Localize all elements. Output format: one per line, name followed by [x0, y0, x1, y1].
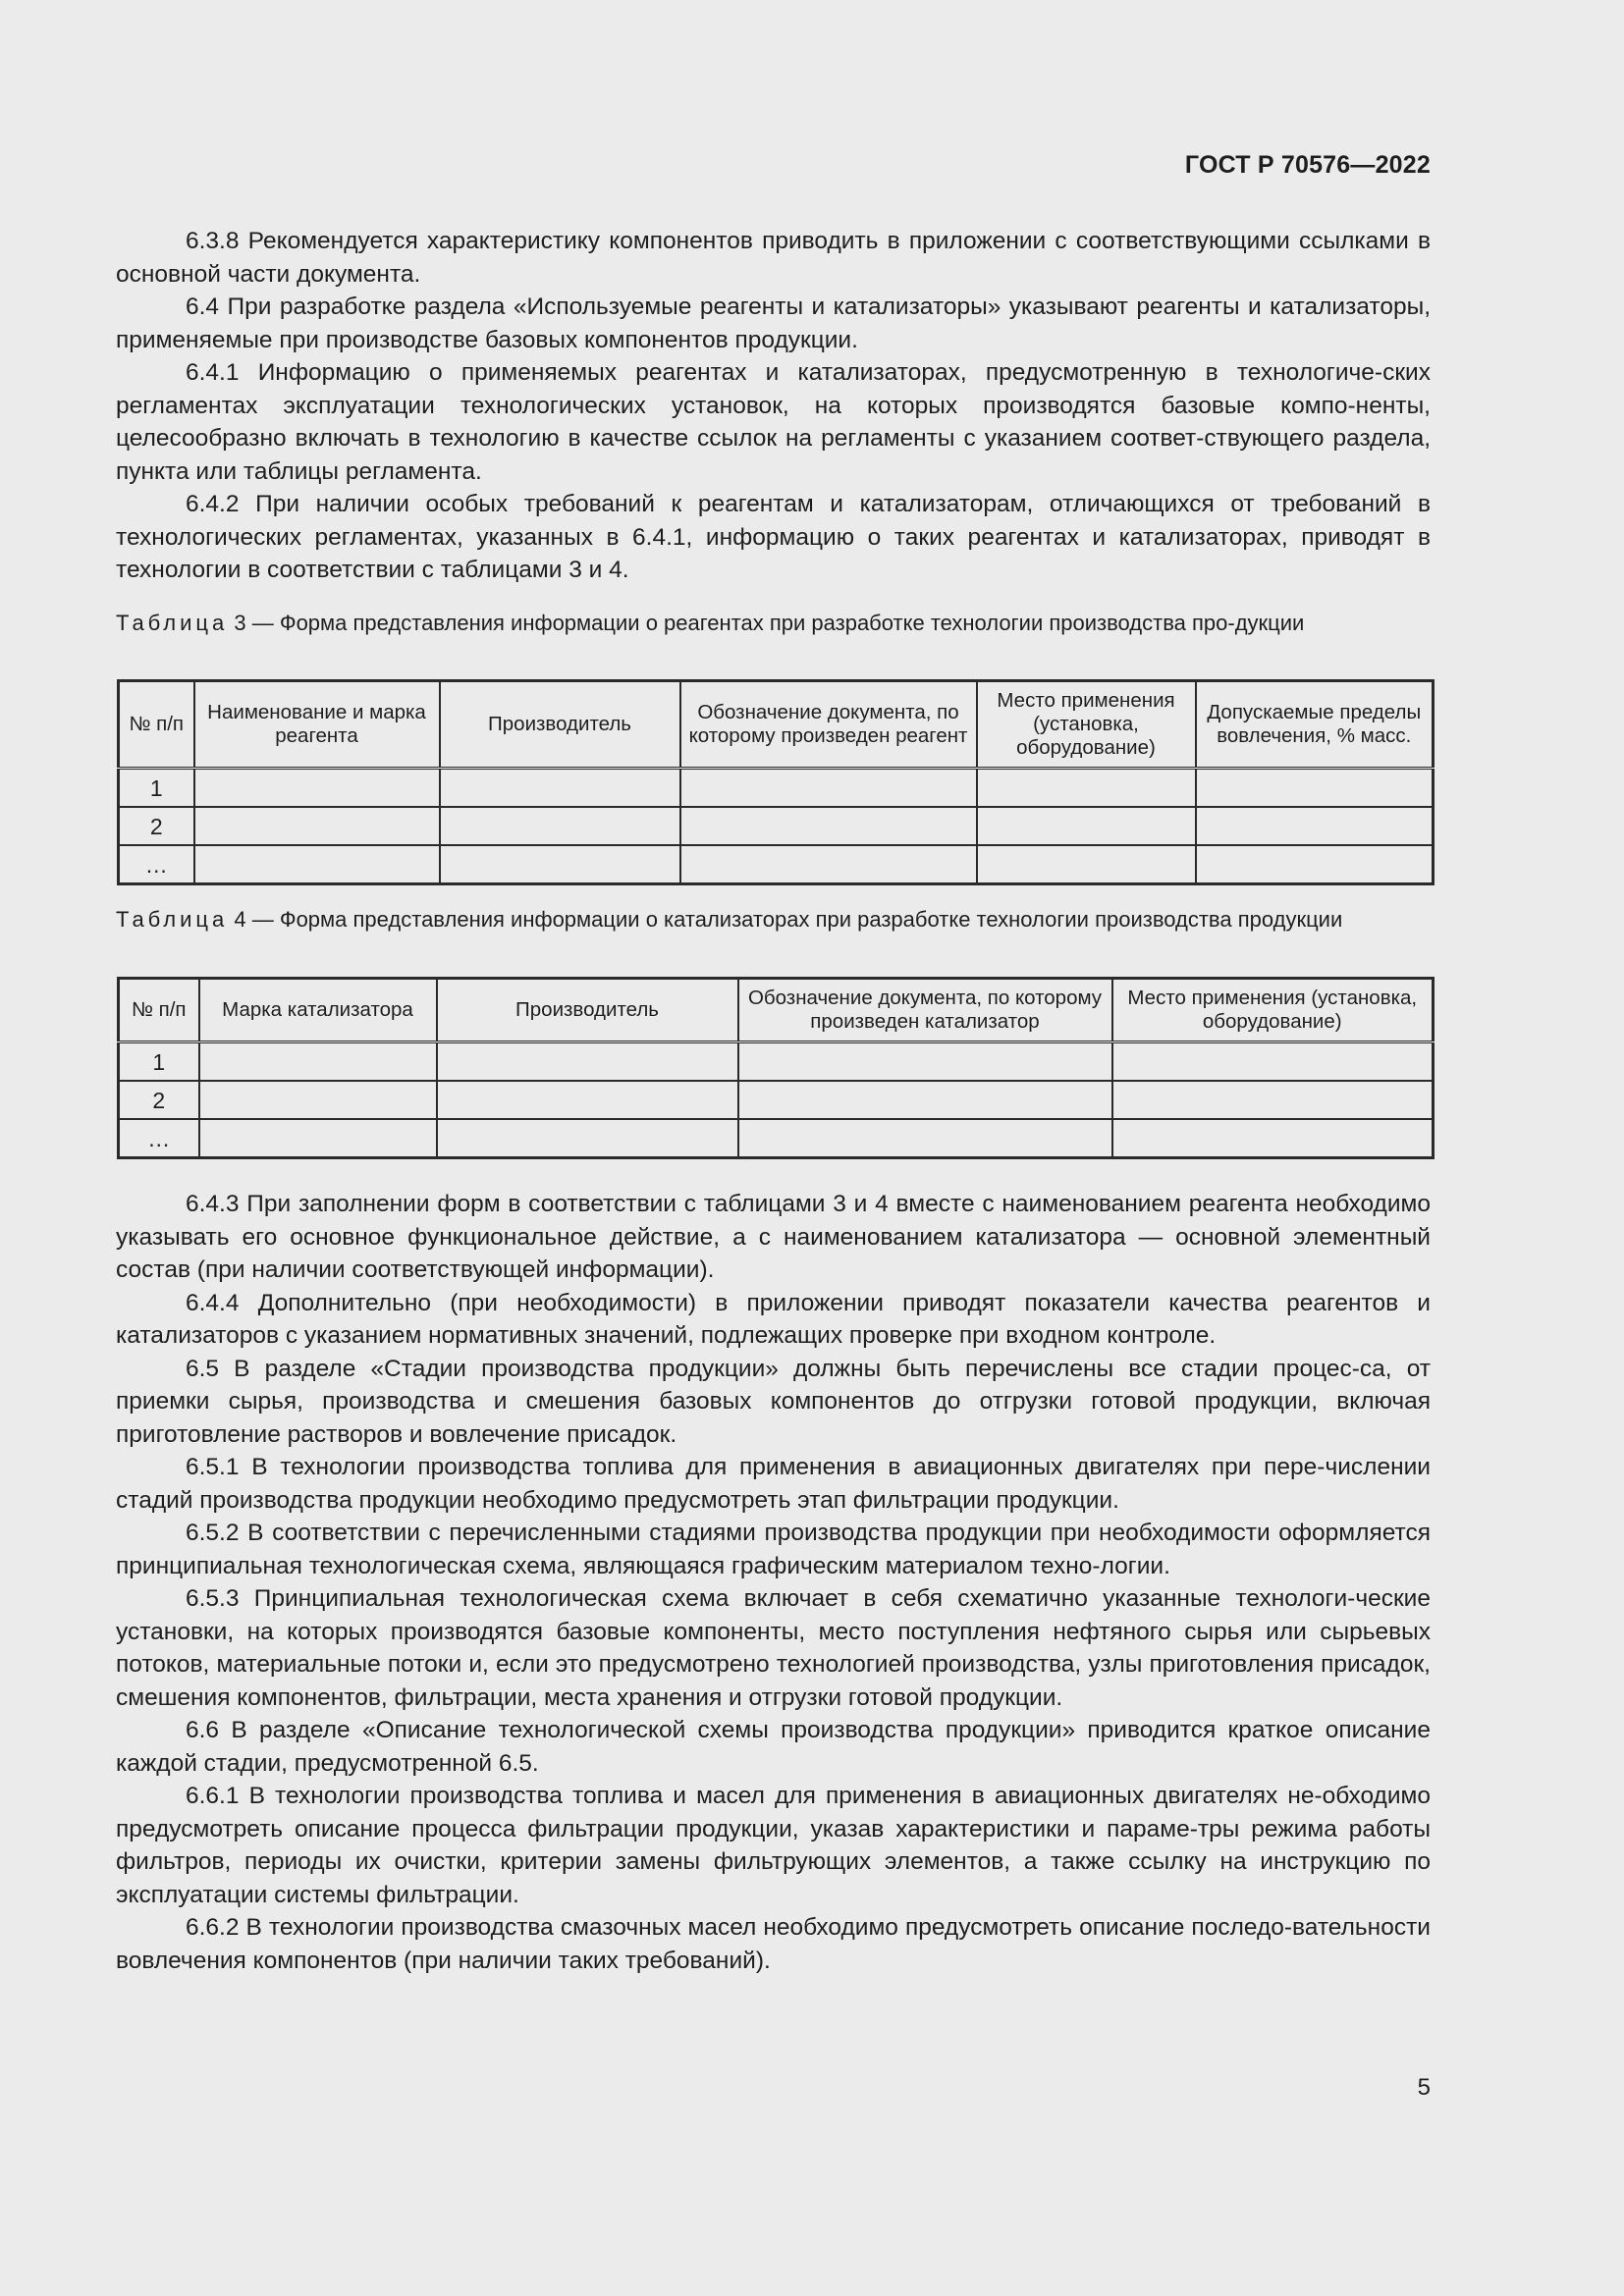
- paragraph-6-3-8: 6.3.8 Рекомендуется характеристику компонентов приводить в приложении с соответствующими ссылками в основной части документа.: [116, 228, 1431, 288]
- column-header-document: Обозначение документа, по которому произведен реагент: [680, 681, 977, 769]
- table4-caption: [116, 905, 1431, 934]
- table-row: [119, 1119, 1434, 1158]
- empty-cell: [738, 1081, 1112, 1119]
- paragraph-6-6: 6.6 В разделе «Описание технологической схемы производства продукции» приводится краткое описание каждой стадии, предусмотренной 6.5.: [116, 1717, 1431, 1777]
- empty-cell: [440, 845, 680, 884]
- table3-caption: [116, 609, 1431, 638]
- paragraph-6-5-3: 6.5.3 Принципиальная технологическая схема включает в себя схематично указанные технологи-ческие установки, на которых производятся базовые компоненты, место поступления нефтяного сырья или сырьевых потоков, материальные потоки и, если это предусмотрено технологией производства, узлы приготовления присадок, смешения компонентов, фильтрации, места хранения и отгрузки готовой продукции.: [116, 1585, 1431, 1711]
- column-header-limits: Допускаемые пределы вовлечения, % масс.: [1196, 681, 1434, 769]
- empty-cell: [1112, 1042, 1434, 1082]
- paragraph-6-4-2: 6.4.2 При наличии особых требований к реагентам и катализаторам, отличающихся от требований в технологических регламентах, указанных в 6.4.1, информацию о таких реагентах и катализаторах, приводят в технологии в соответствии с таблицами 3 и 4.: [116, 491, 1431, 583]
- empty-cell: [977, 845, 1196, 884]
- empty-cell: [1196, 845, 1434, 884]
- empty-cell: [738, 1119, 1112, 1158]
- empty-cell: [437, 1119, 738, 1158]
- row-number: …: [119, 1119, 199, 1158]
- empty-cell: [1112, 1081, 1434, 1119]
- empty-cell: [977, 807, 1196, 845]
- empty-cell: [1112, 1119, 1434, 1158]
- row-number: 1: [119, 769, 194, 808]
- column-header-place-of-use: Место применения (установка, оборудование): [977, 681, 1196, 769]
- empty-cell: [1196, 769, 1434, 808]
- column-header-reagent-name: Наименование и марка реагента: [194, 681, 440, 769]
- table3-caption-label: Таблица: [116, 611, 229, 635]
- empty-cell: [437, 1081, 738, 1119]
- empty-cell: [194, 769, 440, 808]
- paragraph-6-4-1: 6.4.1 Информацию о применяемых реагентах и катализаторах, предусмотренную в технологиче-ских регламентах эксплуатации технологических установок, на которых производятся базовые компо-ненты, целесообразно включать в технологию в качестве ссылок на регламенты с указанием соответ-ствующего раздела, пункта или таблицы регламента.: [116, 359, 1431, 485]
- empty-cell: [977, 769, 1196, 808]
- paragraph-6-5-1: 6.5.1 В технологии производства топлива для применения в авиационных двигателях при пере-числении стадий производства продукции необходимо предусмотреть этап фильтрации продукции.: [116, 1454, 1431, 1514]
- row-number: 2: [119, 1081, 199, 1119]
- paragraph-6-6-2: 6.6.2 В технологии производства смазочных масел необходимо предусмотреть описание последо-вательности вовлечения компонентов (при наличии таких требований).: [116, 1914, 1431, 1974]
- standard-designation: ГОСТ Р 70576—2022: [1184, 151, 1431, 179]
- paragraph-6-4-4: 6.4.4 Дополнительно (при необходимости) в приложении приводят показатели качества реагентов и катализаторов с указанием нормативных значений, подлежащих проверке при входном контроле.: [116, 1289, 1431, 1349]
- reagents-table: [117, 679, 1435, 885]
- column-header-document: Обозначение документа, по которому произведен катализатор: [738, 979, 1112, 1042]
- table4-caption-text: 4 — Форма представления информации о катализаторах при разработке технологии производства продукции: [228, 907, 1343, 932]
- empty-cell: [680, 845, 977, 884]
- catalysts-table: [117, 977, 1435, 1159]
- column-header-number: № п/п: [119, 979, 199, 1042]
- paragraph-6-5-2: 6.5.2 В соответствии с перечисленными стадиями производства продукции при необходимости оформляется принципиальная технологическая схема, являющаяся графическим материалом техно-логии.: [116, 1520, 1431, 1579]
- empty-cell: [437, 1042, 738, 1082]
- column-header-catalyst-brand: Марка катализатора: [199, 979, 437, 1042]
- table-row: [119, 845, 1434, 884]
- table-row: [119, 807, 1434, 845]
- empty-cell: [199, 1081, 437, 1119]
- empty-cell: [199, 1119, 437, 1158]
- empty-cell: [1196, 807, 1434, 845]
- empty-cell: [440, 769, 680, 808]
- table-row: [119, 1042, 1434, 1082]
- row-number: 2: [119, 807, 194, 845]
- row-number: …: [119, 845, 194, 884]
- table3-caption-text: 3 — Форма представления информации о реагентах при разработке технологии производства про-дукции: [228, 611, 1305, 635]
- text-block-top: [116, 225, 1431, 587]
- row-number: 1: [119, 1042, 199, 1082]
- empty-cell: [199, 1042, 437, 1082]
- empty-cell: [738, 1042, 1112, 1082]
- page-number: 5: [1417, 2074, 1431, 2101]
- empty-cell: [194, 845, 440, 884]
- paragraph-6-6-1: 6.6.1 В технологии производства топлива и масел для применения в авиационных двигателях не-обходимо предусмотреть описание процесса фильтрации продукции, указав характеристики и параме-тры режима работы фильтров, периоды их очистки, критерии замены фильтрующих элементов, а также ссылку на инструкцию по эксплуатации системы фильтрации.: [116, 1783, 1431, 1908]
- text-block-bottom: [116, 1188, 1431, 1977]
- table-row: [119, 1081, 1434, 1119]
- empty-cell: [194, 807, 440, 845]
- column-header-place-of-use: Место применения (установка, оборудование): [1112, 979, 1434, 1042]
- empty-cell: [680, 807, 977, 845]
- empty-cell: [440, 807, 680, 845]
- table-header-row: [119, 681, 1434, 769]
- paragraph-6-4-3: 6.4.3 При заполнении форм в соответствии с таблицами 3 и 4 вместе с наименованием реагента необходимо указывать его основное функциональное действие, а с наименованием катализатора — основной элементный состав (при наличии соответствующей информации).: [116, 1191, 1431, 1283]
- table-header-row: [119, 979, 1434, 1042]
- column-header-manufacturer: Производитель: [440, 681, 680, 769]
- table4-caption-label: Таблица: [116, 907, 229, 932]
- column-header-number: № п/п: [119, 681, 194, 769]
- empty-cell: [680, 769, 977, 808]
- table-row: [119, 769, 1434, 808]
- column-header-manufacturer: Производитель: [437, 979, 738, 1042]
- paragraph-6-5: 6.5 В разделе «Стадии производства продукции» должны быть перечислены все стадии процес-са, от приемки сырья, производства и смешения базовых компонентов до отгрузки готовой продукции, включая приготовление растворов и вовлечение присадок.: [116, 1355, 1431, 1448]
- paragraph-6-4: 6.4 При разработке раздела «Используемые реагенты и катализаторы» указывают реагенты и катализаторы, применяемые при производстве базовых компонентов продукции.: [116, 294, 1431, 353]
